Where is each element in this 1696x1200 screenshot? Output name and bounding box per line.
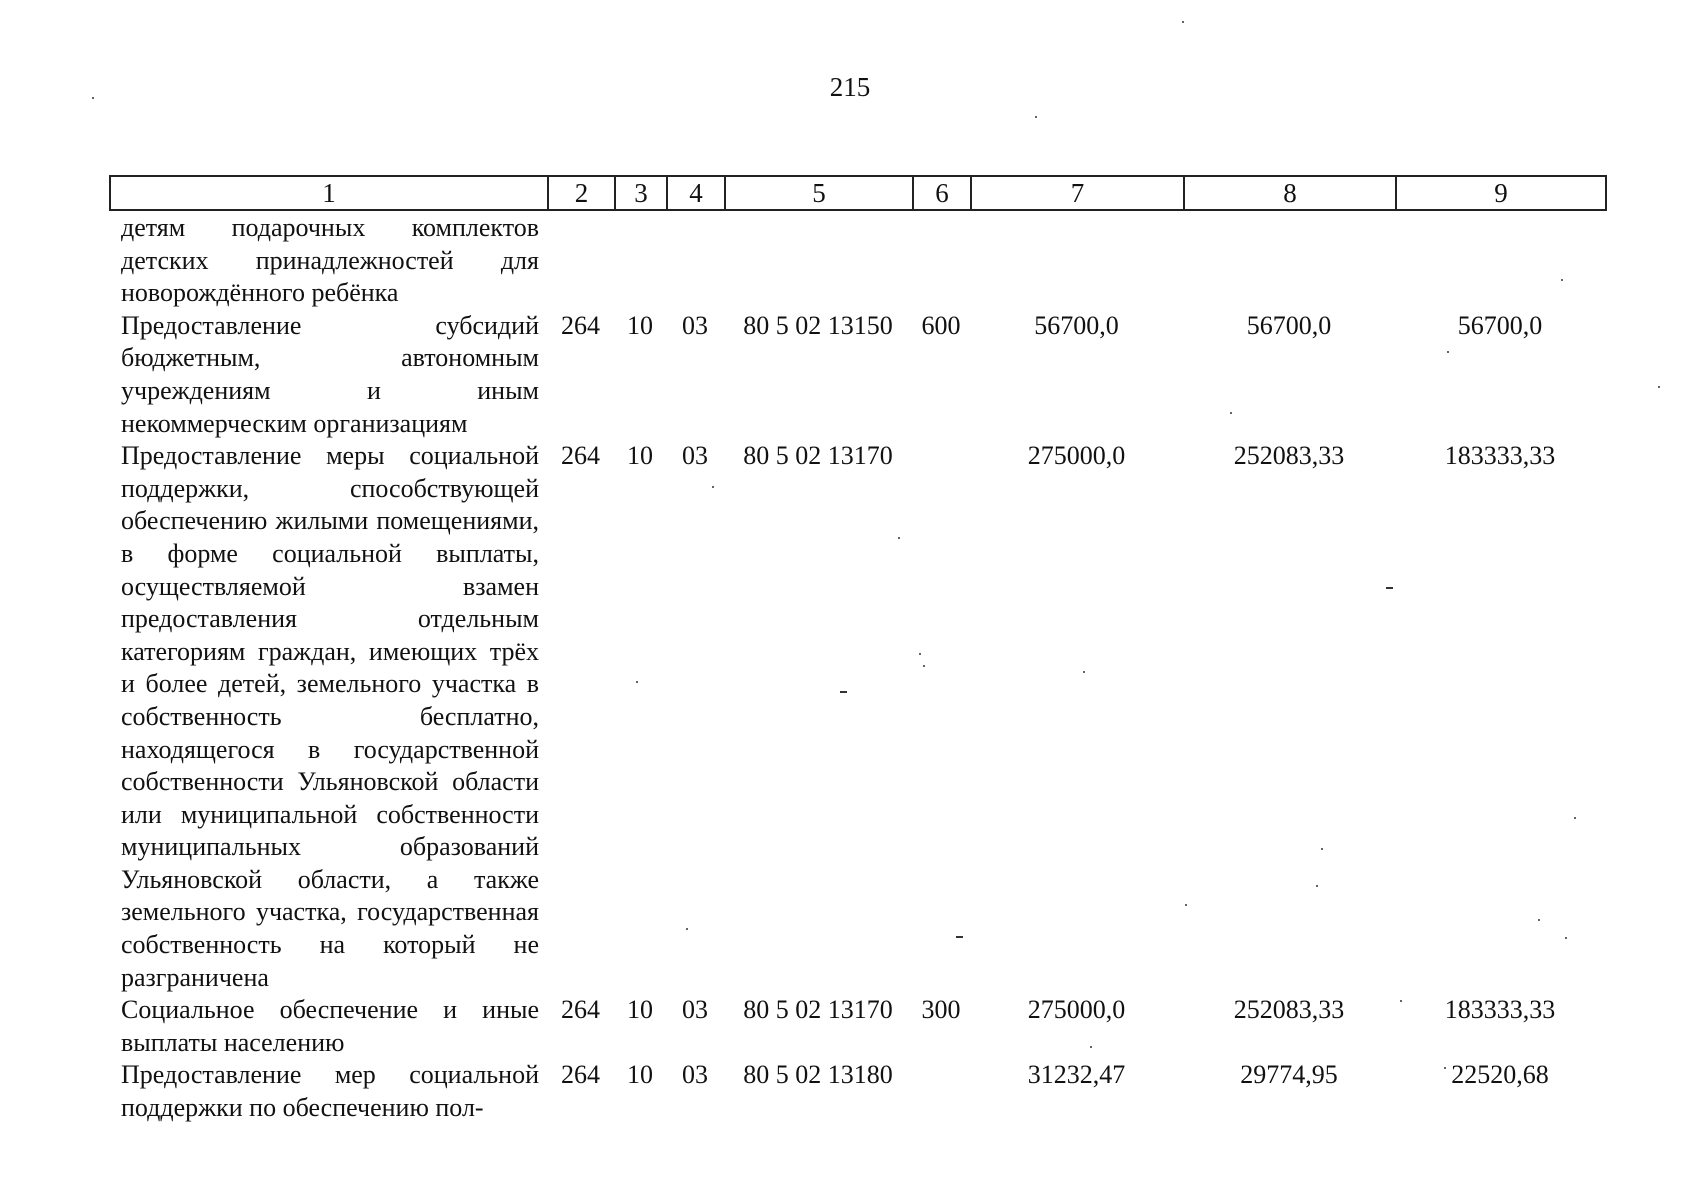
cell-col8: 29774,95 xyxy=(1240,1060,1338,1090)
scan-speck xyxy=(92,97,94,99)
column-header: 7 xyxy=(971,176,1184,210)
scan-speck xyxy=(712,486,714,488)
cell-col5: 80 5 02 13150 xyxy=(743,310,893,340)
cell-col3: 10 xyxy=(627,441,653,471)
cell-col9 xyxy=(1395,212,1605,310)
row-description: детям подарочных комплектов детских принадлежностей для новорождённого ребёнка xyxy=(121,213,539,308)
column-header: 9 xyxy=(1396,176,1606,210)
cell-col3 xyxy=(614,212,666,310)
column-header: 3 xyxy=(615,176,667,210)
cell-col5: 80 5 02 13170 xyxy=(743,995,893,1025)
scan-speck xyxy=(636,681,638,683)
scan-speck xyxy=(1230,412,1232,414)
cell-col7: 56700,0 xyxy=(1034,310,1119,340)
cell-col9: 183333,33 xyxy=(1444,441,1556,471)
scan-speck xyxy=(1386,587,1393,589)
cell-col4 xyxy=(666,212,724,310)
cell-col7: 31232,47 xyxy=(1027,1060,1126,1090)
row-description: Предоставление меры социальной поддержки, способствующей обеспечению жилыми помещениями, в форме социальной выплаты, осуществляемой взамен предоставления отдельным категориям граждан, имеющих трёх и более детей, земельного участка в собственность бесплатно, находящегося в государственной собственности Ульяновской области или муниципальной собственности муниципальных образований Ульяновской области, а также земельного участка, государственная собственность на который не разграничена xyxy=(121,441,539,992)
cell-col4: 03 xyxy=(682,441,708,471)
scan-speck xyxy=(1400,1000,1402,1002)
scan-speck xyxy=(1090,1046,1092,1048)
cell-col6: 600 xyxy=(921,310,961,340)
scan-speck xyxy=(840,691,847,693)
scan-speck xyxy=(956,936,963,938)
cell-col8 xyxy=(1183,212,1395,310)
column-header: 8 xyxy=(1184,176,1396,210)
scan-speck xyxy=(1561,279,1563,281)
cell-col5 xyxy=(724,212,912,310)
cell-col4: 03 xyxy=(682,1060,708,1090)
cell-col5: 80 5 02 13180 xyxy=(743,1060,893,1090)
scan-speck xyxy=(1035,116,1037,118)
scan-speck xyxy=(1447,351,1449,353)
column-header: 5 xyxy=(725,176,913,210)
table-row xyxy=(109,1059,1605,1124)
cell-col8: 252083,33 xyxy=(1233,995,1345,1025)
cell-col2: 264 xyxy=(561,310,600,340)
cell-col9: 183333,33 xyxy=(1444,995,1556,1025)
scan-speck xyxy=(1538,919,1540,921)
scan-speck xyxy=(898,537,900,539)
table-row xyxy=(109,212,1605,310)
column-header: 6 xyxy=(913,176,971,210)
cell-col2: 264 xyxy=(561,1060,600,1090)
scan-speck xyxy=(1083,671,1085,673)
cell-col6 xyxy=(912,212,970,310)
column-header-row xyxy=(109,175,1607,211)
cell-col3: 10 xyxy=(627,995,653,1025)
cell-col4: 03 xyxy=(682,310,708,340)
table-row xyxy=(109,994,1605,1059)
cell-col6: 300 xyxy=(921,995,961,1025)
row-description: Предоставление мер социальной поддержки по обеспечению пол- xyxy=(121,1060,539,1123)
page-number: 215 xyxy=(829,72,871,102)
cell-col6 xyxy=(912,1059,970,1124)
cell-col7: 275000,0 xyxy=(1027,441,1126,471)
row-description: Социальное обеспечение и иные выплаты населению xyxy=(121,995,539,1057)
scan-speck xyxy=(1658,386,1660,388)
cell-col2: 264 xyxy=(561,995,600,1025)
column-header: 1 xyxy=(110,176,548,210)
scan-speck xyxy=(1444,1067,1446,1069)
cell-col2: 264 xyxy=(561,441,600,471)
scan-speck xyxy=(686,928,688,930)
table-row xyxy=(109,310,1605,440)
column-header: 4 xyxy=(667,176,725,210)
scan-speck xyxy=(1316,885,1318,887)
cell-col7 xyxy=(970,212,1183,310)
scan-speck xyxy=(1185,904,1187,906)
budget-table xyxy=(109,212,1605,1125)
cell-col8: 56700,0 xyxy=(1246,310,1332,340)
cell-col3: 10 xyxy=(627,1060,653,1090)
cell-col7: 275000,0 xyxy=(1027,995,1126,1025)
cell-col5: 80 5 02 13170 xyxy=(743,441,893,471)
cell-col2 xyxy=(547,212,614,310)
scan-speck xyxy=(923,665,925,667)
row-description: Предоставление субсидий бюджетным, автономным учреждениям и иным некоммерческим организациям xyxy=(121,310,539,438)
scan-speck xyxy=(919,653,921,655)
scan-speck xyxy=(1321,848,1323,850)
cell-col6 xyxy=(912,440,970,994)
cell-col8: 252083,33 xyxy=(1233,441,1345,471)
cell-col9: 22520,68 xyxy=(1451,1060,1549,1090)
table-row xyxy=(109,440,1605,994)
cell-col3: 10 xyxy=(627,310,653,340)
scan-speck xyxy=(1574,817,1576,819)
cell-col4: 03 xyxy=(682,995,708,1025)
column-header: 2 xyxy=(548,176,615,210)
scan-speck xyxy=(1565,937,1567,939)
cell-col9: 56700,0 xyxy=(1457,310,1543,340)
scan-speck xyxy=(1182,21,1184,23)
